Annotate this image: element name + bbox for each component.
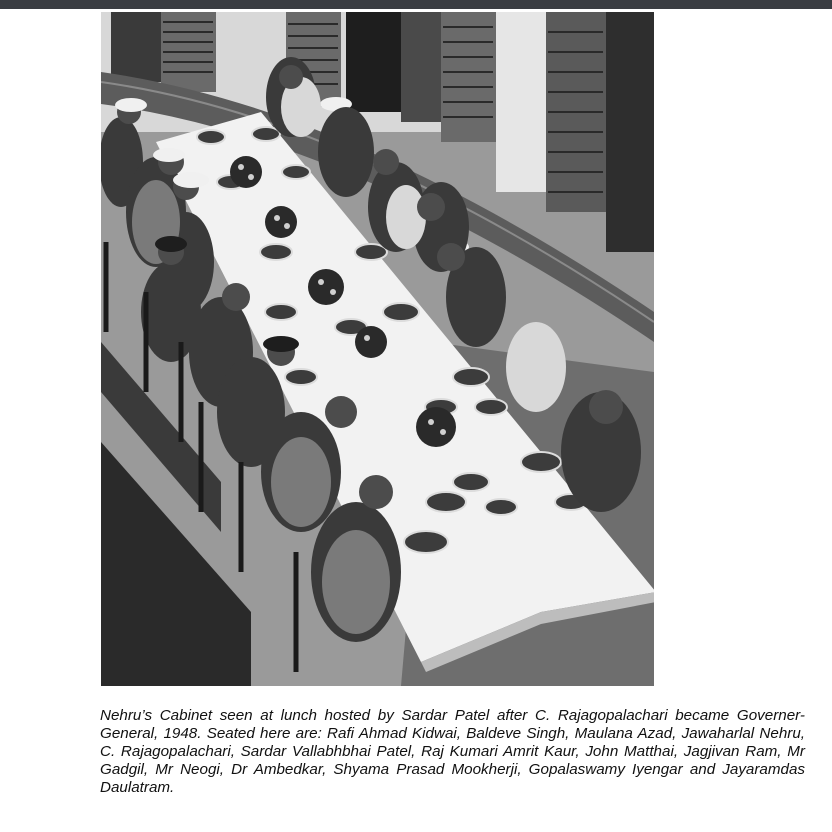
- photo-caption: Nehru’s Cabinet seen at lunch hosted by Sardar Patel after C. Rajagopalachari became Governer-General, 1948. Seated here are: Rafi Ahmad Kidwai, Baldeve Singh, Maulana Azad, Jawaharlal Nehru, C. Rajagopalachari, Sardar Vallabhbhai Patel, Raj Kumari Amrit Kaur, John Matthai, Jagjivan Ram, Mr Gadgil, Mr Neogi, Dr Ambedkar, Shyama Prasad Mookherji, Gopalaswamy Iyengar and Jayaramdas Daulatram.: [100, 707, 805, 796]
- top-toolbar-strip: [0, 0, 832, 9]
- cabinet-lunch-photo: [101, 12, 654, 686]
